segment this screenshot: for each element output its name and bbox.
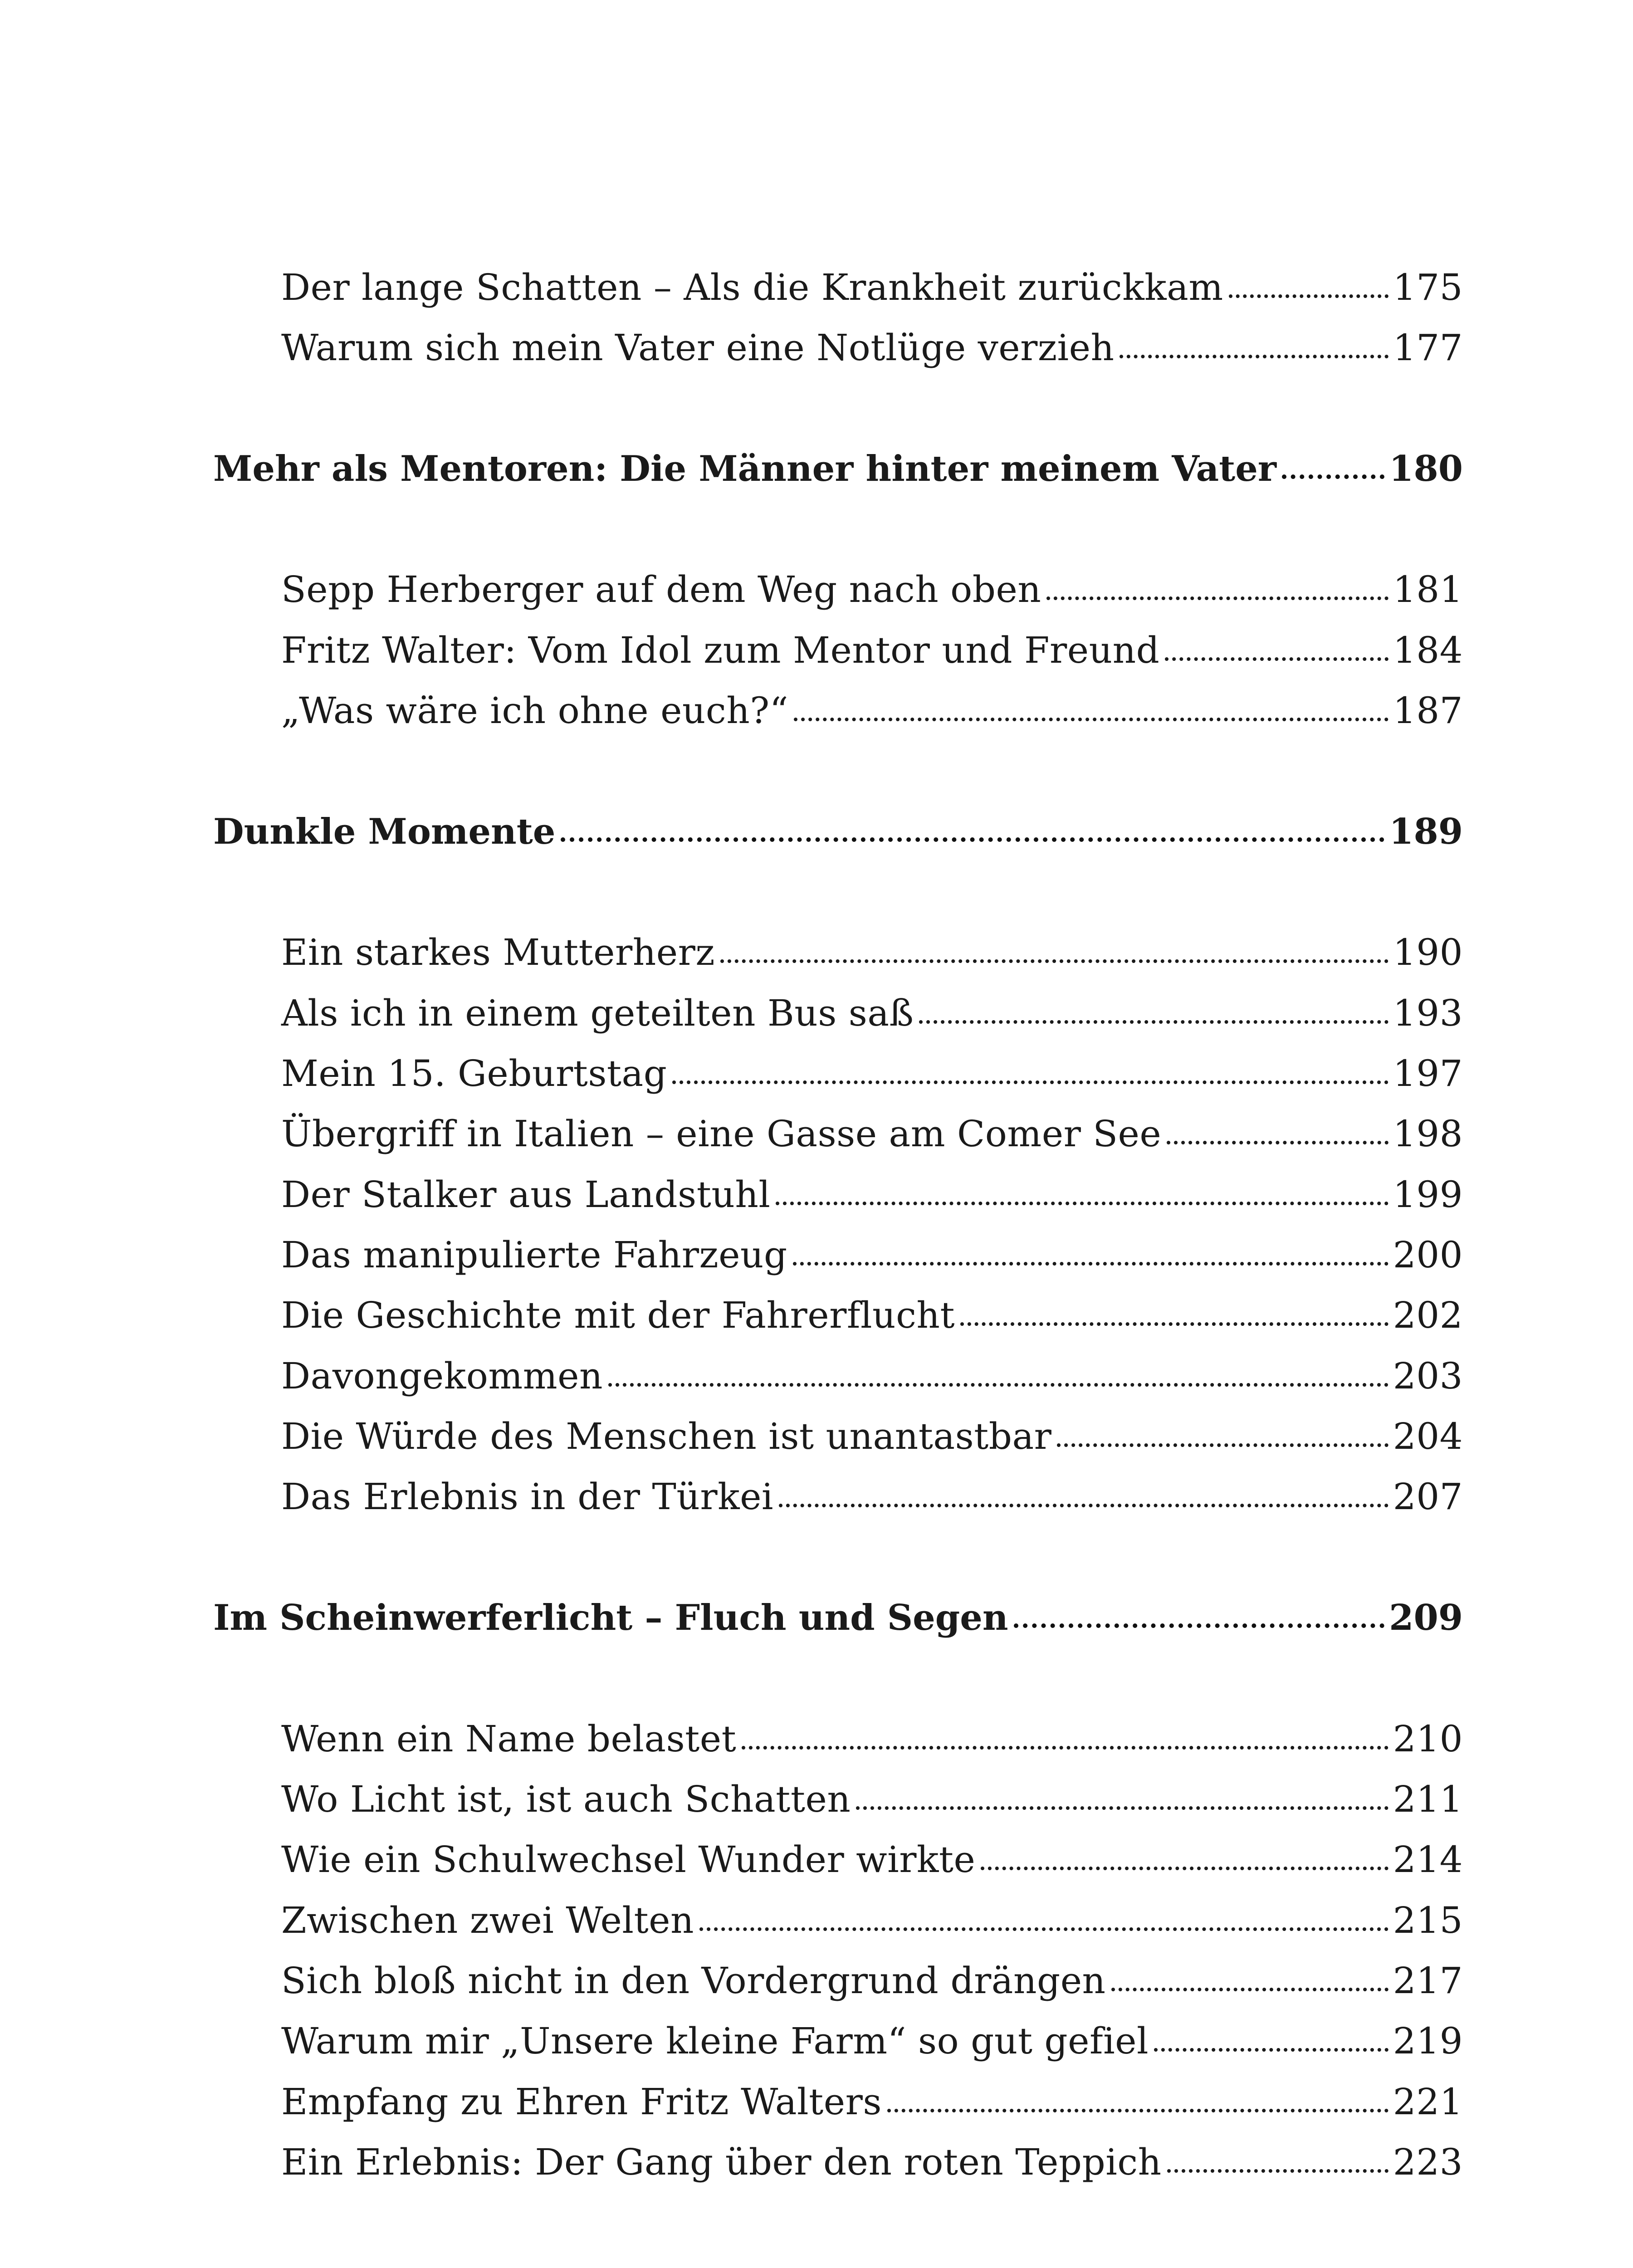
dot-leader [960, 1322, 1389, 1326]
toc-section-title: Dunkle Momente [213, 811, 556, 852]
toc-entry [281, 2075, 1463, 2129]
dot-leader [1167, 1141, 1389, 1144]
toc-entry-page: 217 [1393, 1960, 1463, 2002]
dot-leader [981, 1867, 1388, 1870]
toc-entry-title: Die Würde des Menschen ist unantastbar [281, 1415, 1052, 1457]
toc-entry [281, 1712, 1463, 1766]
dot-leader [742, 1746, 1389, 1750]
toc-entry-title: Fritz Walter: Vom Idol zum Mentor und Freund [281, 629, 1160, 671]
toc-entry-page: 197 [1393, 1052, 1463, 1095]
toc-entry-page: 223 [1393, 2141, 1463, 2183]
toc-entry-title: Sich bloß nicht in den Vordergrund drängen [281, 1960, 1106, 2002]
toc-entry [281, 684, 1463, 738]
dot-leader [793, 1262, 1389, 1266]
toc-entry-title: Mein 15. Geburtstag [281, 1052, 667, 1095]
toc-entry-title: Wie ein Schulwechsel Wunder wirkte [281, 1838, 976, 1881]
toc-section-title: Im Scheinwerferlicht – Fluch und Segen [213, 1597, 1008, 1638]
toc-entry [281, 1228, 1463, 1282]
toc-entry-page: 193 [1393, 992, 1463, 1034]
toc-entry-title: Wo Licht ist, ist auch Schatten [281, 1778, 851, 1820]
toc-entry [281, 1772, 1463, 1827]
toc-entry-page: 215 [1393, 1899, 1463, 1941]
dot-leader [1046, 596, 1388, 600]
toc-entry-title: Ein starkes Mutterherz [281, 931, 715, 973]
toc-entry-title: Das Erlebnis in der Türkei [281, 1476, 773, 1518]
toc-entry-title: Übergriff in Italien – eine Gasse am Comer See [281, 1113, 1162, 1155]
toc-entry [281, 321, 1463, 375]
toc-section-page: 180 [1389, 448, 1463, 489]
toc-entry-page: 187 [1393, 689, 1463, 732]
dot-leader [856, 1806, 1388, 1810]
toc-entry [281, 1954, 1463, 2008]
toc-entry [281, 1349, 1463, 1403]
dot-leader [1014, 1623, 1385, 1628]
dot-leader [779, 1504, 1389, 1507]
toc-entry-title: Davongekommen [281, 1355, 603, 1397]
toc-section-title: Mehr als Mentoren: Die Männer hinter meinem Vater [213, 448, 1276, 489]
toc-entry-page: 181 [1393, 568, 1463, 611]
dot-leader [1111, 1988, 1389, 1991]
dot-leader [887, 2109, 1389, 2112]
toc-entry-title: Warum mir „Unsere kleine Farm“ so gut gefiel [281, 2020, 1149, 2062]
toc-section-heading [213, 805, 1463, 859]
toc-entry-title: Der Stalker aus Landstuhl [281, 1173, 771, 1216]
dot-leader [919, 1020, 1388, 1024]
toc-section-heading [213, 1591, 1463, 1645]
dot-leader [1167, 2169, 1389, 2173]
toc-entry-title: Wenn ein Name belastet [281, 1718, 737, 1760]
dot-leader [1282, 474, 1384, 479]
dot-leader [1057, 1443, 1388, 1447]
toc-entry [281, 1288, 1463, 1343]
toc-entry-title: Empfang zu Ehren Fritz Walters [281, 2081, 882, 2123]
toc-entry [281, 925, 1463, 980]
dot-leader [561, 837, 1384, 842]
dot-leader [672, 1080, 1388, 1084]
toc-entry-title: Ein Erlebnis: Der Gang über den roten Teppich [281, 2141, 1162, 2183]
dot-leader [1120, 355, 1388, 358]
toc-entry-page: 198 [1393, 1113, 1463, 1155]
toc-entry-page: 219 [1393, 2020, 1463, 2062]
toc-entry-title: Der lange Schatten – Als die Krankheit zurückkam [281, 266, 1223, 308]
toc-entry-page: 211 [1393, 1778, 1463, 1820]
toc-entry-title: „Was wäre ich ohne euch?“ [281, 689, 789, 732]
toc-entry-page: 199 [1393, 1173, 1463, 1216]
toc-entry [281, 260, 1463, 315]
toc-entry-page: 200 [1393, 1234, 1463, 1276]
dot-leader [1229, 294, 1389, 298]
toc-entry-page: 210 [1393, 1718, 1463, 1760]
toc-entry-title: Als ich in einem geteilten Bus saß [281, 992, 914, 1034]
toc-entry [281, 1833, 1463, 1887]
toc-section-page: 189 [1389, 811, 1463, 852]
toc-entry-title: Warum sich mein Vater eine Notlüge verzieh [281, 327, 1115, 369]
toc-entry-page: 221 [1393, 2081, 1463, 2123]
toc-entry-page: 203 [1393, 1355, 1463, 1397]
dot-leader [1154, 2048, 1389, 2052]
toc-entry [281, 986, 1463, 1041]
dot-leader [776, 1202, 1388, 1205]
toc-entry [281, 562, 1463, 617]
toc-entry [281, 1168, 1463, 1222]
dot-leader [1165, 657, 1388, 661]
toc-entry-page: 190 [1393, 931, 1463, 973]
dot-leader [720, 959, 1389, 963]
toc-entry-page: 202 [1393, 1294, 1463, 1336]
dot-leader [699, 1927, 1389, 1931]
toc-entry-page: 214 [1393, 1838, 1463, 1881]
toc-entry-page: 177 [1393, 327, 1463, 369]
toc-entry [281, 1409, 1463, 1464]
toc-entry-page: 204 [1393, 1415, 1463, 1457]
toc-entry-title: Das manipulierte Fahrzeug [281, 1234, 787, 1276]
toc-entry-page: 207 [1393, 1476, 1463, 1518]
toc-section-page: 209 [1389, 1597, 1463, 1638]
toc-entry [281, 1893, 1463, 1948]
toc-entry [281, 2135, 1463, 2190]
toc-section-heading [213, 442, 1463, 496]
dot-leader [794, 718, 1389, 721]
toc-entry [281, 2014, 1463, 2068]
toc-entry-title: Die Geschichte mit der Fahrerflucht [281, 1294, 955, 1336]
toc-entry [281, 623, 1463, 678]
toc-entry-title: Zwischen zwei Welten [281, 1899, 694, 1941]
toc-entry-title: Sepp Herberger auf dem Weg nach oben [281, 568, 1041, 611]
toc-entry [281, 1046, 1463, 1101]
dot-leader [608, 1383, 1389, 1387]
toc-entry-page: 184 [1393, 629, 1463, 671]
toc-entry [281, 1470, 1463, 1524]
toc-entry-page: 175 [1393, 266, 1463, 308]
toc-entry [281, 1107, 1463, 1161]
